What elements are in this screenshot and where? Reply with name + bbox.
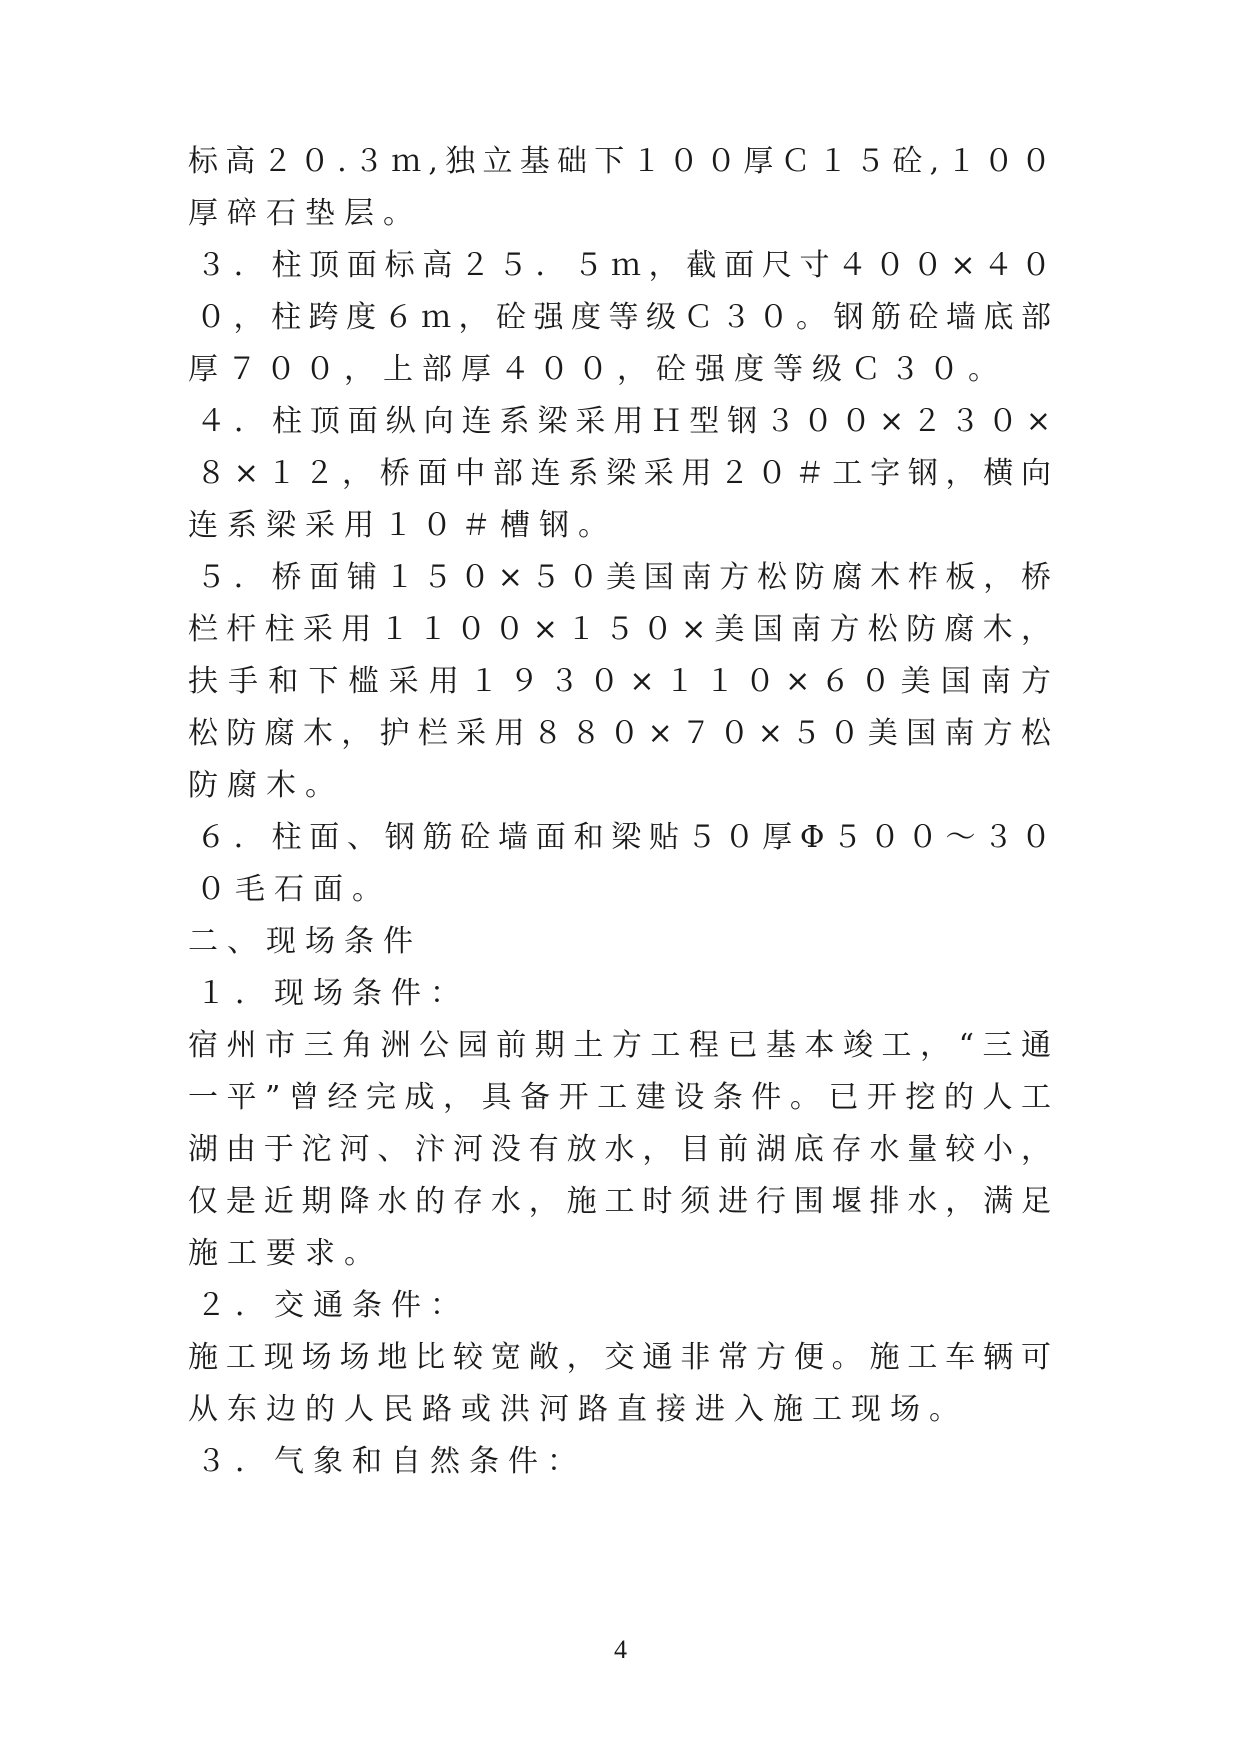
text-line-15: ０毛石面。 xyxy=(196,872,391,907)
text-line-9: ５．桥面铺１５０×５０美国南方松防腐木柞板，桥 xyxy=(196,560,1053,595)
page-number: 4 xyxy=(614,1635,627,1664)
text-line-6: ４．柱顶面纵向连系梁采用Ｈ型钢３００×２３０× xyxy=(196,404,1053,439)
text-line-20: 湖由于沱河、汴河没有放水，目前湖底存水量较小， xyxy=(188,1132,1053,1167)
text-line-13: 防腐木。 xyxy=(188,768,344,803)
text-line-11: 扶手和下槛采用１９３０×１１０×６０美国南方 xyxy=(188,664,1053,699)
text-line-22: 施工要求。 xyxy=(188,1236,383,1271)
text-line-12: 松防腐木，护栏采用８８０×７０×５０美国南方松 xyxy=(188,716,1053,751)
text-line-8: 连系梁采用１０＃槽钢。 xyxy=(188,508,617,543)
text-line-18: 宿州市三角洲公园前期土方工程已基本竣工，“三通 xyxy=(188,1028,1053,1063)
section-heading: 二、现场条件 xyxy=(188,924,422,959)
text-line-3: ３．柱顶面标高２５．５ｍ，截面尺寸４００×４０ xyxy=(196,248,1053,283)
text-line-5: 厚７００，上部厚４００，砼强度等级Ｃ３０。 xyxy=(188,352,1007,387)
subheading-traffic-conditions: ２．交通条件： xyxy=(196,1288,469,1323)
text-line-25: 从东边的人民路或洪河路直接进入施工现场。 xyxy=(188,1392,968,1427)
subheading-site-conditions: １．现场条件： xyxy=(196,976,469,1011)
text-line-10: 栏杆柱采用１１００×１５０×美国南方松防腐木， xyxy=(188,612,1053,647)
text-line-19: 一平”曾经完成，具备开工建设条件。已开挖的人工 xyxy=(188,1080,1053,1115)
text-line-24: 施工现场场地比较宽敞，交通非常方便。施工车辆可 xyxy=(188,1340,1053,1375)
text-line-4: ０，柱跨度６ｍ，砼强度等级Ｃ３０。钢筋砼墙底部 xyxy=(196,300,1053,335)
text-line-7: ８×１２，桥面中部连系梁采用２０＃工字钢，横向 xyxy=(196,456,1053,491)
text-line-14: ６．柱面、钢筋砼墙面和梁贴５０厚Φ５００～３０ xyxy=(196,820,1053,855)
text-line-1: 标高２０.３ｍ,独立基础下１００厚Ｃ１５砼,１００ xyxy=(188,144,1053,179)
text-line-21: 仅是近期降水的存水，施工时须进行围堰排水，满足 xyxy=(188,1184,1053,1219)
text-line-2: 厚碎石垫层。 xyxy=(188,196,422,231)
subheading-weather-conditions: ３．气象和自然条件： xyxy=(196,1444,586,1479)
